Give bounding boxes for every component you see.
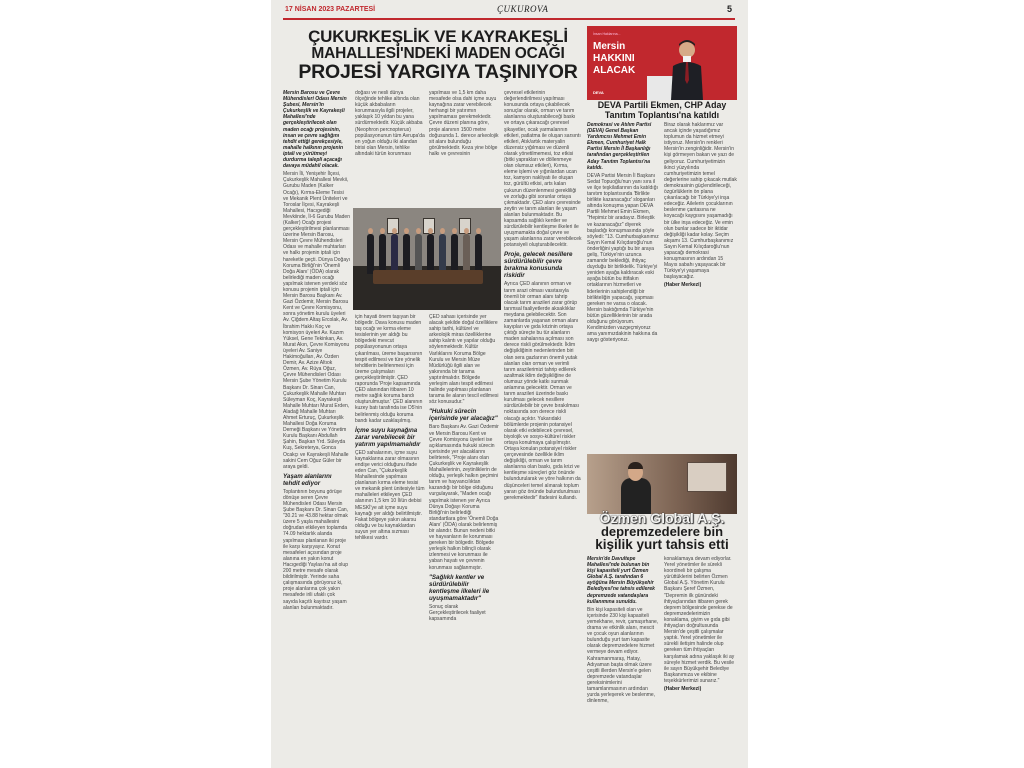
meeting-photo bbox=[353, 208, 501, 310]
ad-small-text: İnsan Haklarına... bbox=[593, 32, 621, 36]
subheading-hukuki-surec: "Hukuki sürecin içerisinde yer alacağız" bbox=[429, 408, 498, 423]
masthead: ÇUKUROVA bbox=[497, 4, 549, 14]
subheading-yasam-alanlari: Yaşam alanlarını tehdit ediyor bbox=[283, 472, 332, 487]
newspaper-page bbox=[271, 0, 748, 768]
main-article-body-1: Mersin İli, Yenişehir İlçesi, Çukurkeşlik Mahallesi Mevkii, Gurubu Maden (Kalker Ocağı), Kırma-Eleme Tesisi ve Mekanik Plent Üniteleri ve Toroslar İlçesi, Kayrakeşli Mahallesi, Hacıgediği Mevkiinde, İl-6 Gurubu Maden (Kalker) Ocağı projesi gerçekleştirilmesi planlanması üzerine Mersin Barosu, Mersin Çevre Mühendisleri Odası ve mahalle muhtarları ve halkı projenin iptali için hareketle geçti. Dünya Doğayı Koruma Birliği'nin 'Önemli Doğa Alanı' (ÖDA) olarak belirlediği maden ocağı yapılmak istenen yerdeki söz konusu projenin iptali için Mersin Barosu Başkanı Av. Gazi Özdemir, Mersin Barosu Kent ve Çevre Komisyonu, sonra yönetim kurulu üyeleri Av. Çiğdem Altaş Ercolak, Av. İbrahim Hakkı Koç ve komisyon üyeleri Av. Kazım Yüksel, Gene Tekinkan, Av. Murat Akın, Çevre Komisyonu üyeleri Av. Saniye Hakimoğulları, Av. Özden Demir, Av. Azize Altıok Özmen, Av. Rüya Oğuz, Çevre Mühendisleri Odası Mersin Şube Yönetim Kurulu Başkanı Dr. Sinan Can, Çukurkeşlik Mahalle Muhtarı Süleyman Koç, Kayrakeşli Mahalle Muhtarı Murat Erden, Aladağ Mahalle Muhtarı Ahmet Erturuç, Çukurkeşlik Mahallesi Doğa Koruma Derneği Başkanı ve Yönetim Kurulu Başkanı Abdullah Şahin, Başkan Yrd. Süleyda Kuş, Sekreterya, Gonca Ocakçı ve Kayrakeşli Mahalle sakini Cem Oğuz Güler bir araya geldi. bbox=[283, 171, 350, 470]
ozmen-article-signature: (Haber Merkezi) bbox=[664, 685, 702, 692]
main-article-body-3d: Sonuç olarak Gerçekleştirilecek faaliyet kapsamında bbox=[429, 603, 486, 622]
deva-headline bbox=[587, 101, 737, 120]
speaker-figure bbox=[665, 36, 709, 100]
deva-article-lead: Demokrasi ve Atılım Partisi (DEVA) Genel Başkan Yardımcısı Mehmet Emin Ekmen, Cumhuriyet Halk Partisi Mersin İl Başkanlığı tarafından gerçekleştirilen Aday Tanıtım Toplantısı'na katıldı. bbox=[587, 122, 652, 171]
deva-article-column-2 bbox=[664, 122, 737, 452]
subheading-icme-suyu: İçme suyu kaynağına zarar verebilecek bir yatırım yapılmamalıdır bbox=[355, 426, 421, 448]
ad-line-3: ALACAK bbox=[593, 65, 636, 76]
main-article-body-3: yapılması ve 1,5 km daha mesafede olsa dahi içme suyu kaynağına zarar verebilecek herhangi bir yatırımın yapılmaması gerekmektedir. Çevre düzeni planına göre, proje alanının 1500 metre doğusunda 1. derece arkeolojik sit alanı bulunduğu görülmektedir. Keza yine bölge halkı ve çevresinin bbox=[429, 90, 499, 157]
ozmen-headline-line-2: depremzedelere bin bbox=[600, 524, 724, 539]
person bbox=[475, 234, 482, 274]
person bbox=[367, 234, 374, 274]
ozmen-headline-line-3: kişilik yurt tahsis etti bbox=[595, 537, 729, 552]
portrait-hair bbox=[628, 462, 643, 469]
main-article-column-3-top bbox=[429, 90, 499, 206]
person bbox=[451, 234, 458, 274]
ozmen-article-body-2: konaklamaya devam ediyorlar. Yerel yönetimler ile sürekli koordineli bir çalışma yürüttüklerini belirten Özmen Global A.Ş. Yönetim Kurulu Başkanı Şeref Özmen, "Depremin ilk günündeki ihtiyaçlarından itibaren gerek deprem bölgesinde gerekse de depremzedelerimizin konaklama, giyim ve gıda gibi ihtiyaçları doğrultusunda Mersin'de çeşitli çalışmalar yaptık. Yerel yönetimler ile sürekli iletişim halinde olup gereken tüm ihtiyaçları karşılamak adına yaklaşık iki ay süreyle hizmet verdik. Bu vesile ile sayın Büyükşehir Belediye Başkanımıza ve ekibine teşekkürlerimizi sunarız." bbox=[664, 556, 735, 684]
main-article-body-2b: için hayati önem taşıyan bir bölgedir. Dava konusu maden taş ocağı ve kırma eleme tesislerinin yer aldığı bu bölgedeki mevcut popülasyonunun ortaya çıkarılması, üreme başarısının tespit edilmesi ve türe yönelik tehditlerin belirlenmesi için üreme çalışmaları gerçekleştirilmiştir. ÇED raporunda 'Proje kapsamında ÇED alanından itibaren 10 metre sağlık koruma bandı oluşturulmuştur.' ÇED alanının kuzey batı tarafında ise D5'nin belirlenmiş olduğu koruma bandı kadar uzaklaşılmış. bbox=[355, 314, 423, 424]
main-article-column-2-bottom bbox=[355, 314, 425, 762]
ozmen-article-body-1: Bin kişi kapasiteli olan ve içerisinde 230 kişi kapasiteli yemekhane, revir, çamaşırhane, drama ve etkinlik alanı, mescit ve çocuk oyun alanlarının bulunduğu yurt tam kapasite olarak depremzedelere hizmet vermeye devam ediyor. Kahramanmaraş, Hatay, Adıyaman başta olmak üzere çeşitli illerden Mersin'e gelen depremzede vatandaşlar gereksinimlerini tamamlanmasının ardından yurda yerleşerek ve beslenme, dinlenme, bbox=[587, 606, 659, 705]
deva-article-column-1 bbox=[587, 122, 659, 452]
person bbox=[415, 234, 422, 274]
deva-campaign-photo bbox=[587, 26, 737, 100]
main-article-body-1b: Toplantının boyunu görüşe dönüşe seren Çevre Mühendisleri Odası Mersin Şube Başkanı Dr. Sinan Can, "30.21 ve 43.88 hektar olmak üzere 5 yaşla mahallesini doğrudan etkileyen toplamda 74.09 hektarlık alanda yapılması planlanan iki proje ile karşı karşıyayız. Konut mesafeleri açısından proje alanına en yakın konut Hacıgediği Yaylası'na ait olup 200 metre mesafe olarak bildirilmiştir. Yerinde saha çalışmasında görüyoruz ki, proje alanlarına çok yakın mesafede irili ufaklı çok sayıda kaçıtlı kayıtsız yaşam alanları bulunmaktadır. bbox=[283, 488, 349, 611]
main-article-body-4b: Ayrıca ÇED alanının orman ve tarım arazi olması vasıtasıyla önemli bir orman alanı tahrip olacak tarım arazileri zarar görüp tarımsal faaliyetlerde aksaklıklar meydana gelebilecektir. Son zamanlarda yaşanan orman alanı kayıpları ve gıda krizinin ortaya çıktığı süreçte bu tür alanların maden sahalarına açılması son derece riskli görülmektedir. İklim değişikliğinin nedenlerinden biri olan sera gazlarının önemli yutak alanları olan orman ve verimli tarım arazilerimizi tahrip edilerek azaltmak iklim değişikliğine de olumsuz yönde katkı sunmak anlamına gelecektir. Orman ve tarım arazileri üzerinde baskı kurulması gelecek nesillere sürdürülebilir bir çevre bırakılması noktasında son derece riskli olacağı açıktır. Yukarıdaki bölümlerde projenin potansiyel olarak etki edebilecek çevresel, biyolojik ve sosyo-kültürel riskler ortaya konulmaya çalışılmıştır. Ortaya konulan potansiyel riskler çerçevesinde özellikle iklim değişikliği, orman ve tarım alanlarına olan baskı, gıda krizi ve kentleşme süreçleri göz önünde bulundurularak ve yöre halkının da düşünceleri temel alınarak toplum yararı göz önünde bulundurulması gerekmektedir" ifadesini kullandı. bbox=[504, 281, 581, 501]
main-headline-line-1: ÇUKURKEŞLİK VE KAYRAKEŞLİ bbox=[308, 27, 568, 46]
person bbox=[391, 234, 398, 274]
ozmen-headline bbox=[587, 512, 737, 551]
main-article-column-3-bottom bbox=[429, 314, 499, 762]
main-headline bbox=[283, 28, 593, 83]
main-article-column-1 bbox=[283, 90, 350, 762]
main-headline-line-2: MAHALLESİ'NDEKİ MADEN OCAĞI bbox=[311, 44, 565, 62]
deva-logo: DEVA bbox=[593, 90, 604, 95]
ozmen-article-lead: Mersin'de Davultepe Mahallesi'nde bulunan bin kişi kapasiteli yurt Özmen Global A.Ş. tarafından 6 ayöğüna Mersin Büyükşehir Belediyesi'ne tahsis edilerek depremzede vatandaşlara kullanımına sunuldu. bbox=[587, 556, 655, 605]
deva-headline-line-1: DEVA Partili Ekmen, CHP Aday bbox=[597, 100, 727, 110]
main-article-body-3c: Baro Başkanı Av. Gazi Özdemir ve Mersin Barosu Kent ve Çevre Komisyonu üyeleri ise açıklamasında hukuki sürecin içerisinde yer alacaklarını belirterek, "Proje alanı olan Çukurkeşlik ve Kayrakeşlik Mahallelerinin, zeytinliklerin de olduğu, yerleşik halkın geçimini tarım ve hayvancılıktan kazandığı bir bölge olduğunu vurgulayarak, "Maden ocağı yapılmak istenen yer Ayrıca Dünya Doğayı Koruma Birliği'nin belirlediği standartlara göre 'Önemli Doğa Alanı' (ÖDA) olarak belirlenmiş bir alandır. Bunun nedeni bitki ve hayvanların ile korunması gereken bir bölgedir. Bölgede yerleşik halkın bilinçli olarak izlenmesi ve korunması ile yaban hayatı ve çevrenin korunması sağlanmıştır. bbox=[429, 424, 499, 571]
subheading-saglikli-kentler: "Sağlıklı kentler ve sürdürülebilir kentleşme ilkeleri ile uyuşmamaktadır" bbox=[429, 573, 490, 602]
header-rule bbox=[283, 18, 735, 20]
main-article-body-2: doğası ve nesli dünya ölçeğinde tehlike altında olan küçük akbabaların korunmasıyla ilgili projeler, yaklaşık 10 yıldan bu yana sürdürmektedir. Küçük akbaba (Neophron percnopterus) popülasyonunun tüm Avrupa'da en yoğun olduğu iki alandan birisi olan Mersin, tehlike altındaki türün korunması bbox=[355, 90, 425, 157]
ozmen-article-column-2 bbox=[664, 556, 737, 762]
deva-article-body-1: DEVA Partisi Mersin İl Başkanı Sedat Topuoğlu'nun yanı sıra il ve ilçe teşkilatlarının da katıldığı tanıtım toplantısında 'Birlikte birlikte kazanacağız' sloganları altında konuşma yapan DEVA Partili Mehmet Emin Ekmen, "Hepimiz bir aradayız. Birleştik ve kazanacağız" diyerek başladığı konuşmasında şöyle söyledi: "13. Cumhurbaşkanımız Sayın Kemal Kılıçdaroğlu'nun önderliğini yaptığı bu bir araya geliş, Türkiye'nin uzunca zamandır beklediği, ihtiyaç duyduğu bir birliktelik. Türkiye'yi yeniden ayağa kaldıracak eski ayağa bütün bu ittifakın ortaklarının hizmetleri ve liderlerinin sahiplendiği bir birlikteliğin yapacağı, yapması gereken ne varsa o olacak. Mersin baktığımda Türkiye'nin bütün güzelliklerinin bir arada olduğunu görüyorum. Kendimizden vazgeçmiyoruz ama yanımızdakinin hakkına da saygı gösteriyoruz. bbox=[587, 172, 659, 344]
main-headline-line-3: PROJESİ YARGIYA TAŞINIYOR bbox=[298, 61, 578, 84]
ad-line-1: Mersin bbox=[593, 41, 626, 52]
page-header bbox=[271, 0, 748, 24]
person bbox=[403, 234, 410, 274]
ozmen-article-column-1 bbox=[587, 556, 659, 762]
person bbox=[427, 234, 434, 274]
main-article-column-2-top bbox=[355, 90, 425, 206]
deva-article-body-2: Biraz olarak haklarımız var ancak içinde yaşadığımız toplumun da hizmet etmeyi istiyoruz. Mersin'in renkleri Mersin'in zenginliğidir. Mersin'in kişi görmeyen bakan ve yazı de geliyoruz. Cumhuriyetimizin ikinci yüzyılında cumhuriyetimizin temel değerlerine sahip çıkacak mutlak demokrasinin güçlendirileceği, özgürlüklerin ön plana çıkarılacağı bir Türkiye'yi inşa edeceğiz. Ailelerin çocuklarının beslenme çantasına ne koyacağı kaygısını yaşamadığı bir ülke inşa edeceğiz. Ve emin olun bunlar sadece bir iktidar değişikliği kadar kolay. Seçim akşamı 13. Cumhurbaşkanımız Sayın Kemal Kılıçdaroğlu'nun yapacağı demokrasi konuşmasının ardından 15 Mayıs sabahı yaşayacak bir Türkiye'yi yaşamaya başlayacağız. bbox=[664, 122, 737, 281]
ozmen-headline-line-1: Özmen Global A.Ş. bbox=[599, 510, 725, 526]
main-article-body-4: çevresel etkilerinin değerlendirilmesi yapılması konusunda ortaya çıkabilecek sonuçlar olarak, orman ve tarım alanlarına oluşturabileceği baskı ve ortaya çıkaracağı çevresel şikayetler, ocak yarmalarının etkileri, patlatma ile oluşan sarsıntı etkileri, Atık/artık materyalin düzensiz yığılması ve düzenli olarak yönetilmemesi, toz etkisi (bitki yaprakları ve döllenmeye olan olumsuz etkileri), Kırma, eleme işlemi ve yığınlardan ucan toz, kamyon nakliyatı ile oluşan toz, gürültü etkisi, arts kalan çukurun düzenlenmesi gerekliliği ve zorluğu gibi sorunlar ortaya çıkmaktadır. ÇED alanı çevresinde zeytin ve tarım alanları ile yaşam alanları bulunmaktadır. Bu kapsamda sağlıklı kentler ve sürdürülebilir kentleşme ilkeleri ile uyuşmamakta doğal çevre ve yaşam alanlarına zarar verebilecek potansiyeli oluşturabilecektir. bbox=[504, 90, 582, 249]
main-article-body-2c: ÇED sahalarının, içme suyu kaynaklarına zarar olmasının endişe verici olduğunu ifade eden Can, "Çukurkeşlik Mahallesinde yapılması planlanan kırma eleme tesisi ve mekanik plent ünitesiyle tüm mahalleleri etkileyen ÇED alanının 1,5 km 10 İl/ün debisi MESKİ'ye ait içme suyu kaynağı yer aldığı belirtilmiştir. Fakat bölgeye yakın akarsu olduğu ve bu kaynaklardan suyun yer altına sızması tehlikesi vardır. bbox=[355, 449, 425, 541]
person bbox=[379, 234, 386, 274]
portrait-body bbox=[621, 478, 651, 514]
person bbox=[463, 234, 470, 274]
person bbox=[439, 234, 446, 274]
deva-article-signature: (Haber Merkezi) bbox=[664, 282, 702, 289]
subheading-gelecek-nesiller: Proje, gelecek nesillere sürdürülebilir çevre bırakma konusunda riskidir bbox=[504, 251, 573, 280]
deva-headline-line-2: Tanıtım Toplantısı'na katıldı bbox=[604, 109, 720, 120]
main-article-lead: Mersin Barosu ve Çevre Mühendisleri Odası Mersin Şubesi, Mersin'in Çukurkeşlik ve Kayrakeşli Mahallesi'nde gerçekleştirilecek olan maden ocağı projesinin, insan ve çevre sağlığını tehdit ettiği gerekçesiyle, mahalle halkının projenin iptali ve yürütmeyi durdurma talepli açacağı davaya müdahil olacak. bbox=[283, 90, 347, 170]
meeting-table bbox=[373, 270, 483, 284]
page-number: 5 bbox=[727, 4, 733, 14]
ad-line-2: HAKKINI bbox=[593, 53, 635, 64]
ozmen-portrait-photo bbox=[587, 454, 737, 514]
wall-picture bbox=[687, 462, 727, 492]
main-article-column-4 bbox=[504, 90, 582, 762]
main-article-body-3b: ÇED sahası içerisinde yer alacak şekilde doğal özelliklere sahip tarihi, kültürel ve arkeolojik miras özelliklerine sahip kalıntı ve yapılar olduğu söylenmektedir. Kültür Varlıklarını Koruma Bölge Kurulu ve Mersin Müze Müdürlüğü ilgili alan ve yakınında bir tarama yaptırılmalıdır. Bölgede yerleşim alanı tespit edilmesi halinde yapılması planlanan tarama ile alanın tescil edilmesi söz konusudur." bbox=[429, 314, 499, 406]
issue-date: 17 NİSAN 2023 PAZARTESİ bbox=[285, 6, 376, 13]
